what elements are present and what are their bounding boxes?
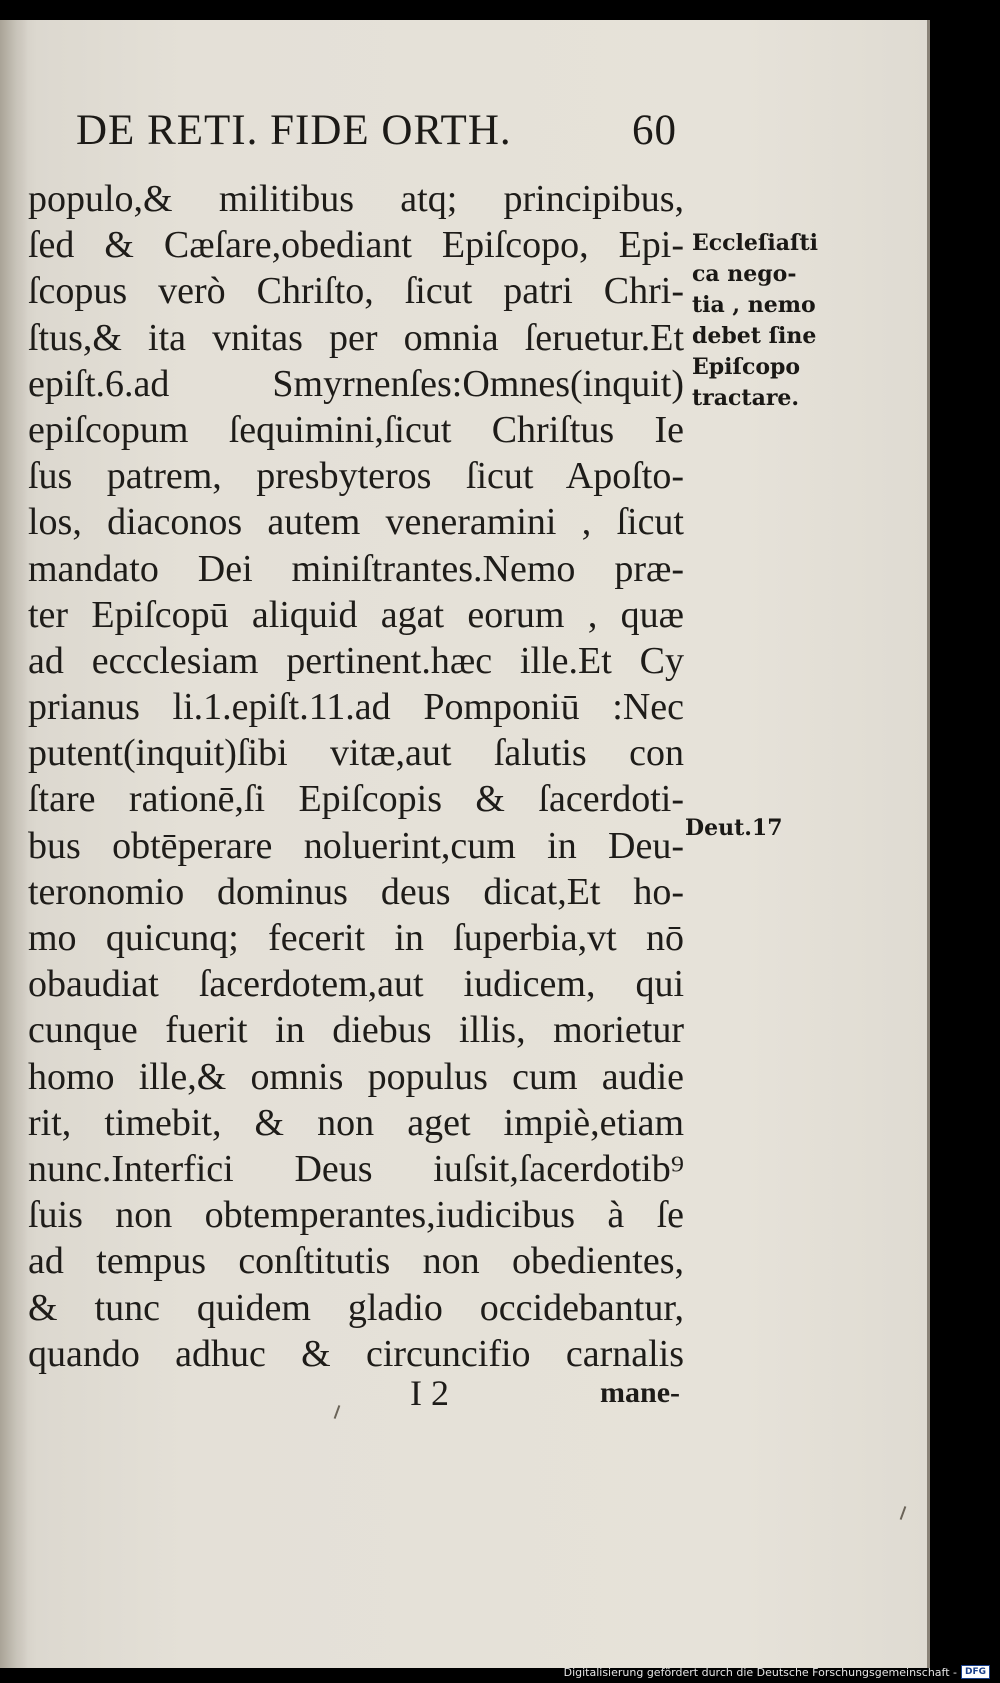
text-line: ſuis non obtemperantes,iudicibus à ſe [28, 1194, 684, 1237]
text-line: epiſcopum ſequimini,ſicut Chriſtus Ie [28, 408, 684, 451]
text-line: ad tempus conſtitutis non obedientes, [28, 1240, 684, 1283]
text-line: ſtus,& ita vnitas per omnia ſeruetur.Et [28, 316, 684, 359]
text-line: nunc.Interfici Deus iuſsit,ſacerdotib⁹ [28, 1147, 684, 1190]
marginal-note-line: debet ſine [692, 323, 817, 349]
marginal-note-line: Epiſcopo [692, 354, 801, 380]
text-line: ſus patrem, presbyteros ſicut Apoſto- [28, 455, 684, 498]
text-line: ſcopus verò Chriſto, ſicut patri Chri- [28, 270, 684, 313]
catchword: mane- [600, 1376, 680, 1409]
marginal-note-line: ca nego- [692, 261, 797, 287]
text-line: cunque fuerit in diebus illis, morietur [28, 1009, 684, 1052]
marginal-note-line: tractare. [692, 385, 800, 411]
signature-mark: I 2 [410, 1373, 449, 1413]
text-line: mandato Dei miniſtrantes.Nemo præ- [28, 547, 684, 590]
marginal-note-line: Eccleſiaſti [692, 230, 818, 256]
page-number: 60 [632, 107, 677, 154]
paper-speck [900, 1506, 907, 1520]
dfg-logo: DFG [961, 1665, 990, 1679]
text-line: putent(inquit)ſibi vitæ,aut ſalutis con [28, 732, 684, 775]
text-line: obaudiat ſacerdotem,aut iudicem, qui [28, 963, 684, 1006]
text-line: epiſt.6.ad Smyrnenſes:Omnes(inquit) [28, 362, 684, 405]
text-line: populo,& militibus atq; principibus, [28, 178, 684, 220]
text-line: ſtare rationē,ſi Epiſcopis & ſacerdoti- [28, 778, 684, 821]
text-line: teronomio dominus deus dicat,Et ho- [28, 870, 684, 913]
text-line: & tunc quidem gladio occidebantur, [28, 1286, 684, 1329]
text-line: mo quicunq; fecerit in ſuperbia,vt nō [28, 917, 684, 959]
text-line: quando adhuc & circuncifio carnalis [28, 1332, 684, 1375]
body-text [28, 176, 684, 1377]
running-title: DE RETI. FIDE ORTH. [76, 107, 512, 154]
book-page [0, 20, 930, 1668]
text-line: ter Epiſcopū aliquid agat eorum , quæ [28, 593, 684, 636]
text-line: rit, timebit, & non aget impiè,etiam [28, 1101, 684, 1144]
marginal-note-deuteronomy: Deut.17 [685, 815, 783, 841]
text-line: los, diaconos autem veneramini , ſicut [28, 501, 684, 544]
text-line: ſed & Cæſare,obediant Epiſcopo, Epi- [28, 224, 684, 267]
marginal-note-ecclesiastica [692, 228, 852, 414]
credit-text: Digitalisierung gefördert durch die Deutsche Forschungsgemeinschaft - [563, 1665, 957, 1679]
digitization-credit [564, 1665, 990, 1679]
marginal-note-line: tia , nemo [692, 292, 816, 318]
text-line: prianus li.1.epiſt.11.ad Pomponiū :Nec [28, 686, 684, 729]
paper-speck [334, 1405, 341, 1419]
text-line: bus obtēperare noluerint,cum in Deu- [28, 824, 684, 867]
page-header [76, 106, 676, 166]
text-line: ad eccclesiam pertinent.hæc ille.Et Cy [28, 639, 684, 682]
text-line: homo ille,& omnis populus cum audie [28, 1055, 684, 1098]
